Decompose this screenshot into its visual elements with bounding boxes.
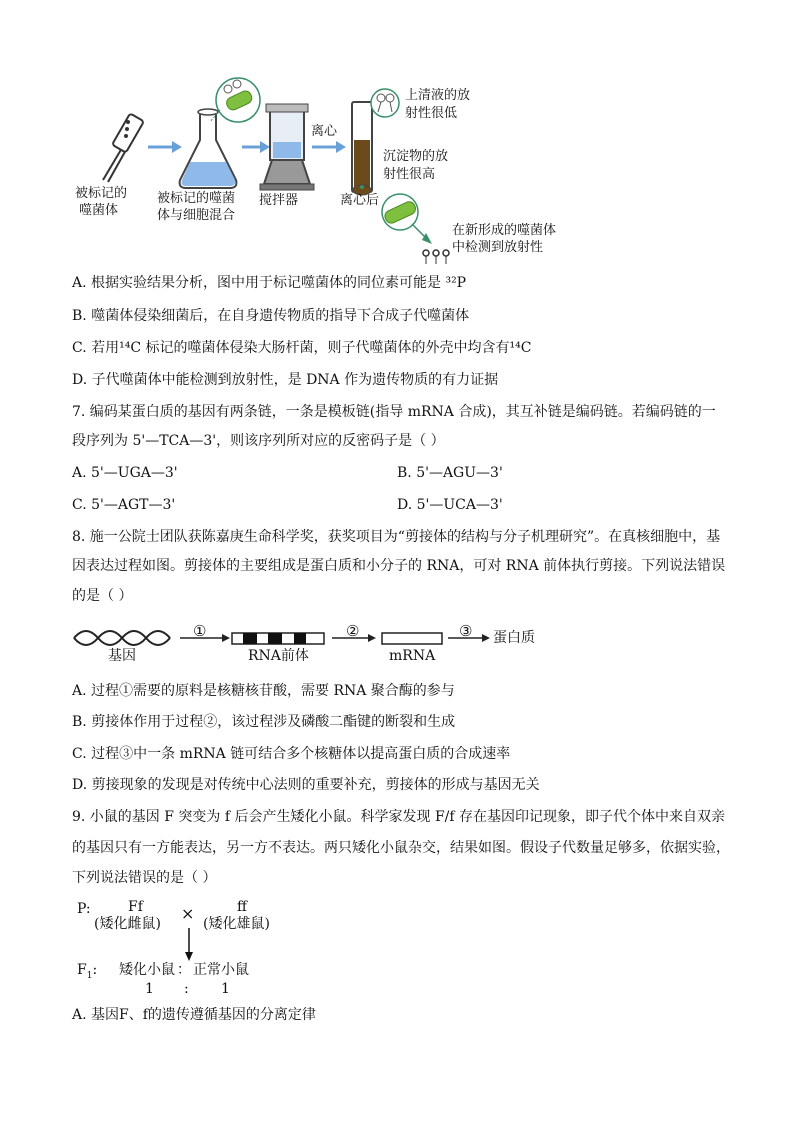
q9-stem-line-1: 9. 小鼠的基因 F 突变为 f 后会产生矮化小鼠。科学家发现 F/f 存在基因印记现象，即子代个体中来自双亲 xyxy=(72,809,726,825)
flask-illustration xyxy=(180,109,237,188)
q9-fig-down-arrow xyxy=(183,928,195,962)
fig1-new-phage-label-2: 中检测到放射性 xyxy=(452,240,544,255)
q7-option-d: D. 5'—UCA—3' xyxy=(397,497,503,513)
q9-fig-female-desc: (矮化雌鼠) xyxy=(94,916,161,932)
q9-fig-male-desc: (矮化雄鼠) xyxy=(203,916,270,932)
q8-fig-protein-label: 蛋白质 xyxy=(493,630,535,646)
arrow-2 xyxy=(242,141,270,153)
arrow-3 xyxy=(312,141,346,153)
q9-fig-male-genotype: ff xyxy=(237,899,247,915)
q9-fig-female-genotype: Ff xyxy=(128,899,143,915)
q8-stem-line-1: 8. 施一公院士团队获陈嘉庚生命科学奖，获奖项目为“剪接体的结构与分子机理研究”。在真核细胞中，基 xyxy=(72,529,721,545)
q9-fig-f1-colon: : xyxy=(92,962,98,978)
mrna-bar xyxy=(382,633,442,644)
fig1-stirrer-label: 搅拌器 xyxy=(259,193,299,208)
q9-option-a: A. 基因F、f的遗传遵循基因的分离定律 xyxy=(72,1007,316,1023)
q8-fig-mrna-label: mRNA xyxy=(389,648,436,664)
q7-option-a: A. 5'—UGA—3' xyxy=(72,465,178,481)
q9-stem-line-2: 的基因只有一方能表达，另一方不表达。两只矮化小鼠杂交，结果如图。假设子代数量足够多，依据实验， xyxy=(72,840,730,856)
q8-fig-step-3: ③ xyxy=(459,622,473,640)
q8-option-d: D. 剪接现象的发现是对传统中心法则的重要补充，剪接体的形成与基因无关 xyxy=(72,777,540,793)
q6-option-b: B. 噬菌体侵染细菌后，在自身遗传物质的指导下合成子代噬菌体 xyxy=(72,308,470,324)
q8-option-a: A. 过程①需要的原料是核糖核苷酸，需要 RNA 聚合酶的参与 xyxy=(72,683,455,699)
q9-fig-normal-label: 正常小鼠 xyxy=(193,962,249,978)
fig1-after-centrifuge-label: 离心后 xyxy=(340,193,380,208)
fig1-centrifuge-label: 离心 xyxy=(311,124,338,139)
q6-option-c: C. 若用¹⁴C 标记的噬菌体侵染大肠杆菌，则子代噬菌体的外壳中均含有¹⁴C xyxy=(72,340,532,356)
q7-stem-line-1: 7. 编码某蛋白质的基因有两条链，一条是模板链(指导 mRNA 合成)，其互补链是编码链。若编码链的一 xyxy=(72,404,716,420)
q8-option-b: B. 剪接体作用于过程②，该过程涉及磷酸二酯键的断裂和生成 xyxy=(72,714,456,730)
fig1-supernatant-label-1: 上清液的放 xyxy=(405,88,471,103)
q9-fig-p-label: P: xyxy=(77,901,91,917)
q9-fig-dwarf-label: 矮化小鼠 xyxy=(119,962,175,978)
fig1-precipitate-label-2: 射性很高 xyxy=(383,167,436,182)
gene-expression-figure xyxy=(72,620,562,670)
arrow-1 xyxy=(148,141,182,153)
fig1-precipitate-label-1: 沉淀物的放 xyxy=(383,149,449,164)
rna-precursor-bar xyxy=(232,633,324,644)
q9-fig-cross-symbol: × xyxy=(181,904,195,923)
zoom-circle-bacterium xyxy=(382,194,432,244)
new-phages-illustration xyxy=(423,250,449,264)
q8-stem-line-2: 因表达过程如图。剪接体的主要组成是蛋白质和小分子的 RNA，可对 RNA 前体执行剪接。下列说法错误 xyxy=(72,558,726,574)
q8-fig-gene-label: 基因 xyxy=(108,648,136,664)
q9-stem-line-3: 下列说法错误的是（ ） xyxy=(72,870,217,886)
q8-fig-step-2: ② xyxy=(346,622,360,640)
q9-fig-ratio-1: 1 xyxy=(145,981,154,997)
q7-stem-line-2: 段序列为 5'—TCA—3'，则该序列所对应的反密码子是（ ） xyxy=(72,433,445,449)
q6-option-a: A. 根据实验结果分析，图中用于标记噬菌体的同位素可能是 ³²P xyxy=(72,275,467,291)
q9-fig-ratio-colon: ： xyxy=(177,962,191,978)
q6-option-d: D. 子代噬菌体中能检测到放射性，是 DNA 作为遗传物质的有力证据 xyxy=(72,372,499,388)
fig1-mix-label-2: 体与细胞混合 xyxy=(157,208,236,223)
fig1-phage-label-1: 被标记的 xyxy=(75,186,128,201)
fig1-mix-label-1: 被标记的噬菌 xyxy=(157,191,236,206)
gene-double-helix xyxy=(74,631,170,645)
fig1-supernatant-label-2: 射性很低 xyxy=(405,106,458,121)
q9-fig-ratio-2: 1 xyxy=(221,981,230,997)
zoom-circle-infection xyxy=(210,78,260,122)
q9-fig-f1-label: $F_1$: xyxy=(77,962,98,981)
q8-fig-rna-precursor-label: RNA前体 xyxy=(248,648,309,664)
q9-fig-f1-subscript: 1 xyxy=(86,970,93,981)
q9-fig-ratio-separator: : xyxy=(184,981,189,997)
fig1-phage-label-2: 噬菌体 xyxy=(79,203,119,218)
centrifuge-tube-illustration xyxy=(352,102,372,195)
q8-stem-line-3: 的是（ ） xyxy=(72,588,133,604)
q7-option-b: B. 5'—AGU—3' xyxy=(397,465,503,481)
q8-option-c: C. 过程③中一条 mRNA 链可结合多个核糖体以提高蛋白质的合成速率 xyxy=(72,746,511,762)
fig1-new-phage-label-1: 在新形成的噬菌体 xyxy=(452,223,557,238)
labeled-phage-illustration xyxy=(103,113,144,182)
zoom-circle-supernatant xyxy=(371,89,399,117)
q8-fig-step-1: ① xyxy=(193,622,207,640)
q7-option-c: C. 5'—AGT—3' xyxy=(72,497,176,513)
